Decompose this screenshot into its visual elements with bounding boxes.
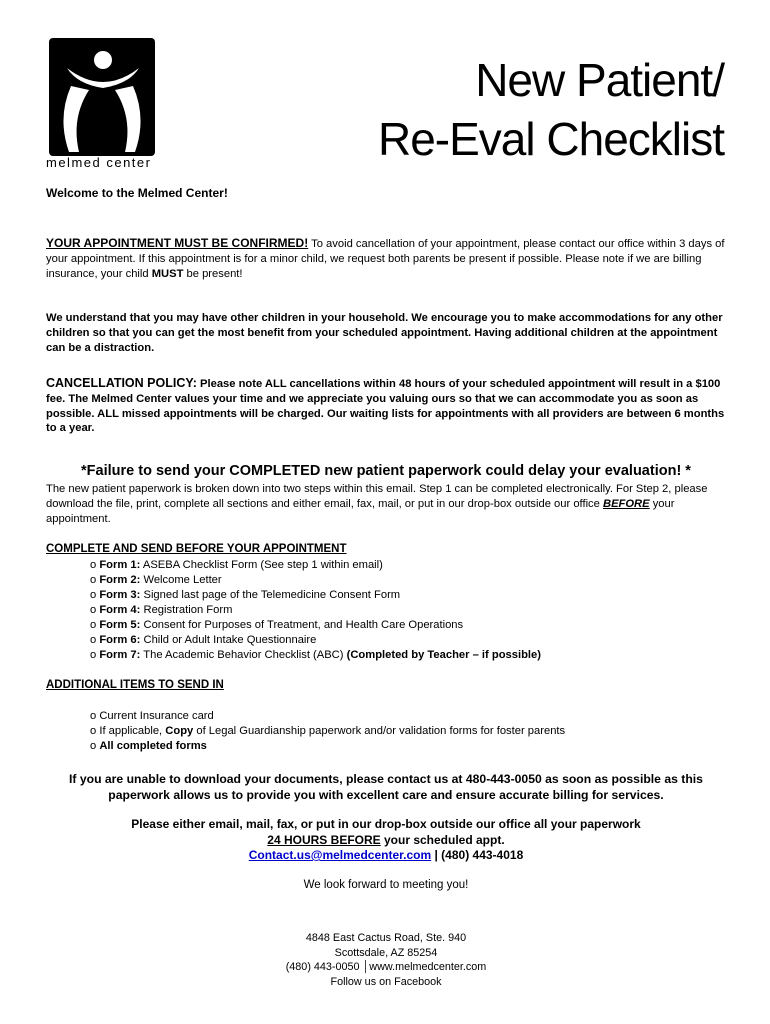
closing-message: We look forward to meeting you! bbox=[303, 879, 469, 891]
list-item: o Form 4: Registration Form bbox=[90, 604, 233, 616]
address-footer bbox=[46, 931, 726, 989]
confirm-text2: be present! bbox=[183, 267, 243, 280]
melmed-logo-icon bbox=[49, 38, 155, 156]
cancellation-policy bbox=[46, 376, 726, 436]
address-line2: Scottsdale, AZ 85254 bbox=[334, 946, 438, 959]
list-item: o Form 3: Signed last page of the Telemedicine Consent Form bbox=[90, 589, 401, 601]
send-line1: Please either email, mail, fax, or put in our drop-box outside our office all your paperwork bbox=[131, 817, 641, 831]
confirm-heading: YOUR APPOINTMENT MUST BE CONFIRMED! bbox=[46, 236, 309, 250]
complete-before-heading: COMPLETE AND SEND BEFORE YOUR APPOINTMENT bbox=[46, 543, 347, 555]
steps-text1: The new patient paperwork is broken down into two steps within this email. Step 1 can be completed electronically. For Step 2, please download the file, print, complete all sections and either email, fax, mail, or put in our drop-box outside our office bbox=[46, 483, 708, 510]
confirm-paragraph bbox=[46, 236, 726, 281]
confirm-must: MUST bbox=[151, 267, 184, 280]
cancellation-text: Please note ALL cancellations within 48 hours of your scheduled appointment will result in a $100 fee. The Melmed Center values your time and we appreciate you valuing ours so that we can accommodate you as soon as possible. ALL missed appointments will be charged. Our waiting lists for appointments with all providers are between 6 months to a year. bbox=[46, 378, 725, 435]
send-paperwork-notice bbox=[46, 817, 726, 864]
send-line2 bbox=[46, 833, 726, 849]
cancellation-heading: CANCELLATION POLICY: bbox=[46, 376, 197, 390]
steps-before: BEFORE bbox=[602, 497, 650, 510]
forms-list bbox=[90, 558, 541, 663]
address-line4: Follow us on Facebook bbox=[330, 975, 442, 988]
additional-items-list bbox=[90, 709, 565, 754]
download-help-notice: If you are unable to download your documents, please contact us at 480-443-0050 as soon as possible as this paperwork allows us to provide you with excellent care and ensure accurate billing for services. bbox=[69, 772, 703, 802]
list-item: o All completed forms bbox=[90, 740, 207, 752]
address-line1: 4848 East Cactus Road, Ste. 940 bbox=[305, 932, 467, 944]
list-item: o Form 1: ASEBA Checklist Form (See step 1 within email) bbox=[90, 559, 383, 571]
list-item: o Form 5: Consent for Purposes of Treatment, and Health Care Operations bbox=[90, 619, 464, 631]
steps-paragraph bbox=[46, 482, 726, 526]
contact-phone: | (480) 443-4018 bbox=[431, 848, 524, 862]
additional-items-heading: ADDITIONAL ITEMS TO SEND IN bbox=[46, 679, 224, 691]
list-item: o Form 2: Welcome Letter bbox=[90, 574, 222, 586]
page-title-line1: New Patient/ bbox=[475, 54, 724, 106]
list-item: o Form 6: Child or Adult Intake Questionnaire bbox=[90, 634, 317, 646]
list-item: o Current Insurance card bbox=[90, 710, 214, 722]
steps-text2: your appointment. bbox=[46, 497, 675, 525]
failure-warning: *Failure to send your COMPLETED new patient paperwork could delay your evaluation! * bbox=[81, 463, 691, 479]
contact-email-link[interactable]: Contact.us@melmedcenter.com bbox=[248, 848, 432, 862]
list-item: o Form 7: The Academic Behavior Checklist (ABC) (Completed by Teacher – if possible) bbox=[90, 649, 541, 661]
send-hours-rest: your scheduled appt. bbox=[380, 832, 505, 847]
welcome-heading: Welcome to the Melmed Center! bbox=[46, 186, 228, 200]
address-line3: (480) 443-0050 │www.melmedcenter.com bbox=[285, 961, 487, 973]
list-item: o If applicable, Copy of Legal Guardianship paperwork and/or validation forms for foster parents bbox=[90, 725, 566, 737]
logo-text: melmed center bbox=[46, 155, 152, 170]
confirm-text1: To avoid cancellation of your appointment, please contact our office within 3 days of your appointment. If this appointment is for a minor child, we request both parents be present if possible. Please note if we are billing insurance, your child bbox=[46, 238, 725, 280]
send-line3 bbox=[46, 848, 726, 864]
page-title-line2: Re-Eval Checklist bbox=[378, 113, 724, 165]
send-hours: 24 HOURS BEFORE bbox=[267, 832, 381, 847]
children-note: We understand that you may have other children in your household. We encourage you to make accommodations for any other children so that you can get the most benefit from your scheduled appointment. Having additional children at the appointment can be a distraction. bbox=[46, 312, 723, 354]
